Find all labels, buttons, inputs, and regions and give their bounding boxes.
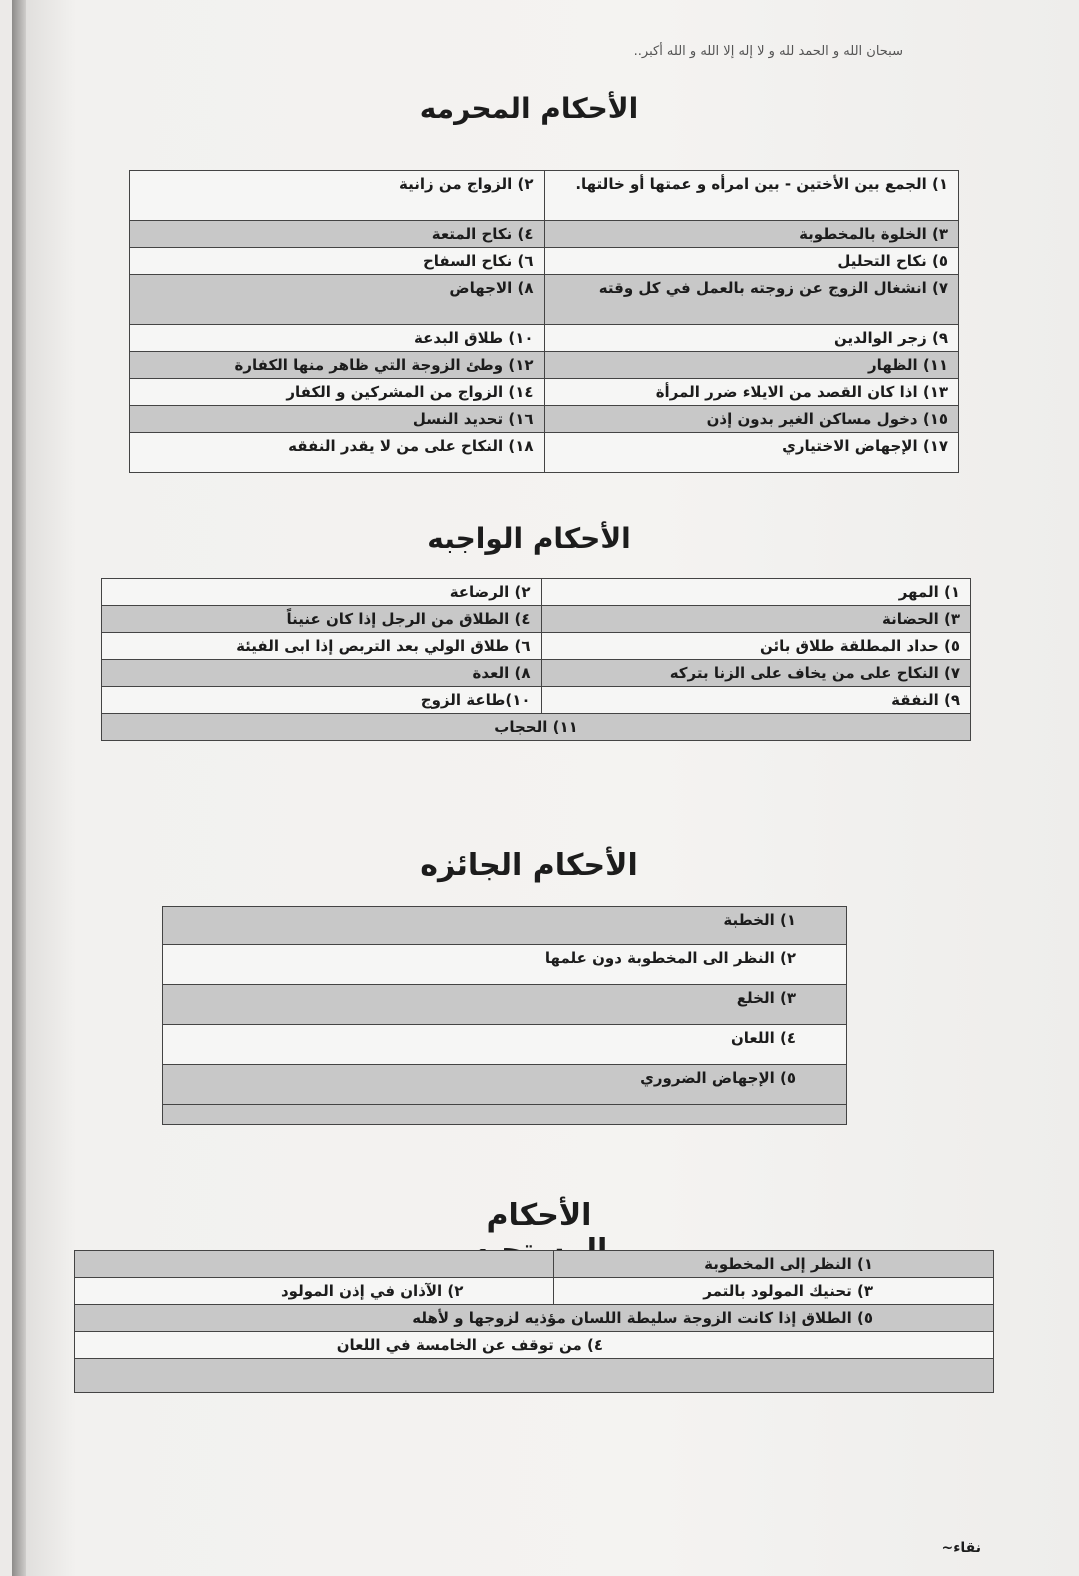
cell: ١٤) الزواج من المشركين و الكفار	[130, 379, 545, 406]
title-muharrama: الأحكام المحرمه	[419, 92, 639, 125]
cell: ١٦) تحديد النسل	[130, 406, 545, 433]
cell: ٧) انشغال الزوج عن زوجته بالعمل في كل وقته	[544, 275, 959, 325]
cell: ١٧) الإجهاض الاختياري	[544, 433, 959, 473]
table-jaiza	[162, 906, 847, 1125]
cell: ١٨) النكاح على من لا يقدر النفقه	[130, 433, 545, 473]
cell: ٥) الطلاق إذا كانت الزوجة سليطة اللسان مؤذيه لزوجها و لأهله	[75, 1305, 994, 1332]
cell: ٢) النظر الى المخطوبة دون علمها	[163, 945, 847, 985]
cell: ١) الجمع بين الأختين - بين امرأه و عمتها أو خالتها.	[544, 171, 959, 221]
cell: ٩) النفقة	[541, 687, 971, 714]
cell: ٤) نكاح المتعة	[130, 221, 545, 248]
cell: ٢) الرضاعة	[102, 579, 542, 606]
cell-empty	[75, 1359, 994, 1393]
title-mustahabba: الأحكام	[486, 1198, 592, 1233]
cell: ٥) نكاح التحليل	[544, 248, 959, 275]
cell-empty	[163, 1105, 847, 1125]
cell: ١٣) اذا كان القصد من الايلاء ضرر المرأة	[544, 379, 959, 406]
cell: ٣) الحضانة	[541, 606, 971, 633]
cell: ٧) النكاح على من يخاف على الزنا بتركه	[541, 660, 971, 687]
title-jaiza: الأحكام الجائزه	[420, 848, 638, 883]
cell: ٦) طلاق الولي بعد التربص إذا ابى الفيئة	[102, 633, 542, 660]
cell: ٩) زجر الوالدين	[544, 325, 959, 352]
cell: ١) المهر	[541, 579, 971, 606]
cell: ١٥) دخول مساكن الغير بدون إذن	[544, 406, 959, 433]
cell: ١١) الظهار	[544, 352, 959, 379]
cell: ٥) حداد المطلقة طلاق بائن	[541, 633, 971, 660]
cell: ١) النظر إلى المخطوبة	[554, 1251, 994, 1278]
footer-signature: نقاء~	[941, 1540, 981, 1556]
cell: ٣) الخلوة بالمخطوبة	[544, 221, 959, 248]
cell: ٢) الزواج من زانية	[130, 171, 545, 221]
cell: ٤) الطلاق من الرجل إذا كان عنيناً	[102, 606, 542, 633]
cell: ٤) من توقف عن الخامسة في اللعان	[75, 1332, 994, 1359]
cell: ١٢) وطئ الزوجة التي ظاهر منها الكفارة	[130, 352, 545, 379]
cell: ٨) العدة	[102, 660, 542, 687]
cell	[75, 1251, 554, 1278]
table-wajiba	[101, 578, 971, 741]
cell: ٣) الخلع	[163, 985, 847, 1025]
table-muharrama	[129, 170, 959, 473]
cell: ٥) الإجهاض الضروري	[163, 1065, 847, 1105]
document-page	[12, 0, 1079, 1576]
table-mustahabba	[74, 1250, 994, 1393]
cell: ٤) اللعان	[163, 1025, 847, 1065]
cell: ١) الخطبة	[163, 907, 847, 945]
cell: ٣) تحنيك المولود بالتمر	[554, 1278, 994, 1305]
cell: ١٠)طاعة الزوج	[102, 687, 542, 714]
cell: ٢) الآذان في إذن المولود	[75, 1278, 554, 1305]
cell: ١٠) طلاق البدعة	[130, 325, 545, 352]
title-wajiba: الأحكام الواجبه	[427, 522, 631, 555]
page-binding-edge	[12, 0, 26, 1576]
header-dhikr: سبحان الله و الحمد لله و لا إله إلا الله و الله أكبر..	[633, 44, 903, 59]
cell: ٨) الاجهاض	[130, 275, 545, 325]
cell-hijab: ١١) الحجاب	[102, 714, 971, 741]
cell: ٦) نكاح السفاح	[130, 248, 545, 275]
